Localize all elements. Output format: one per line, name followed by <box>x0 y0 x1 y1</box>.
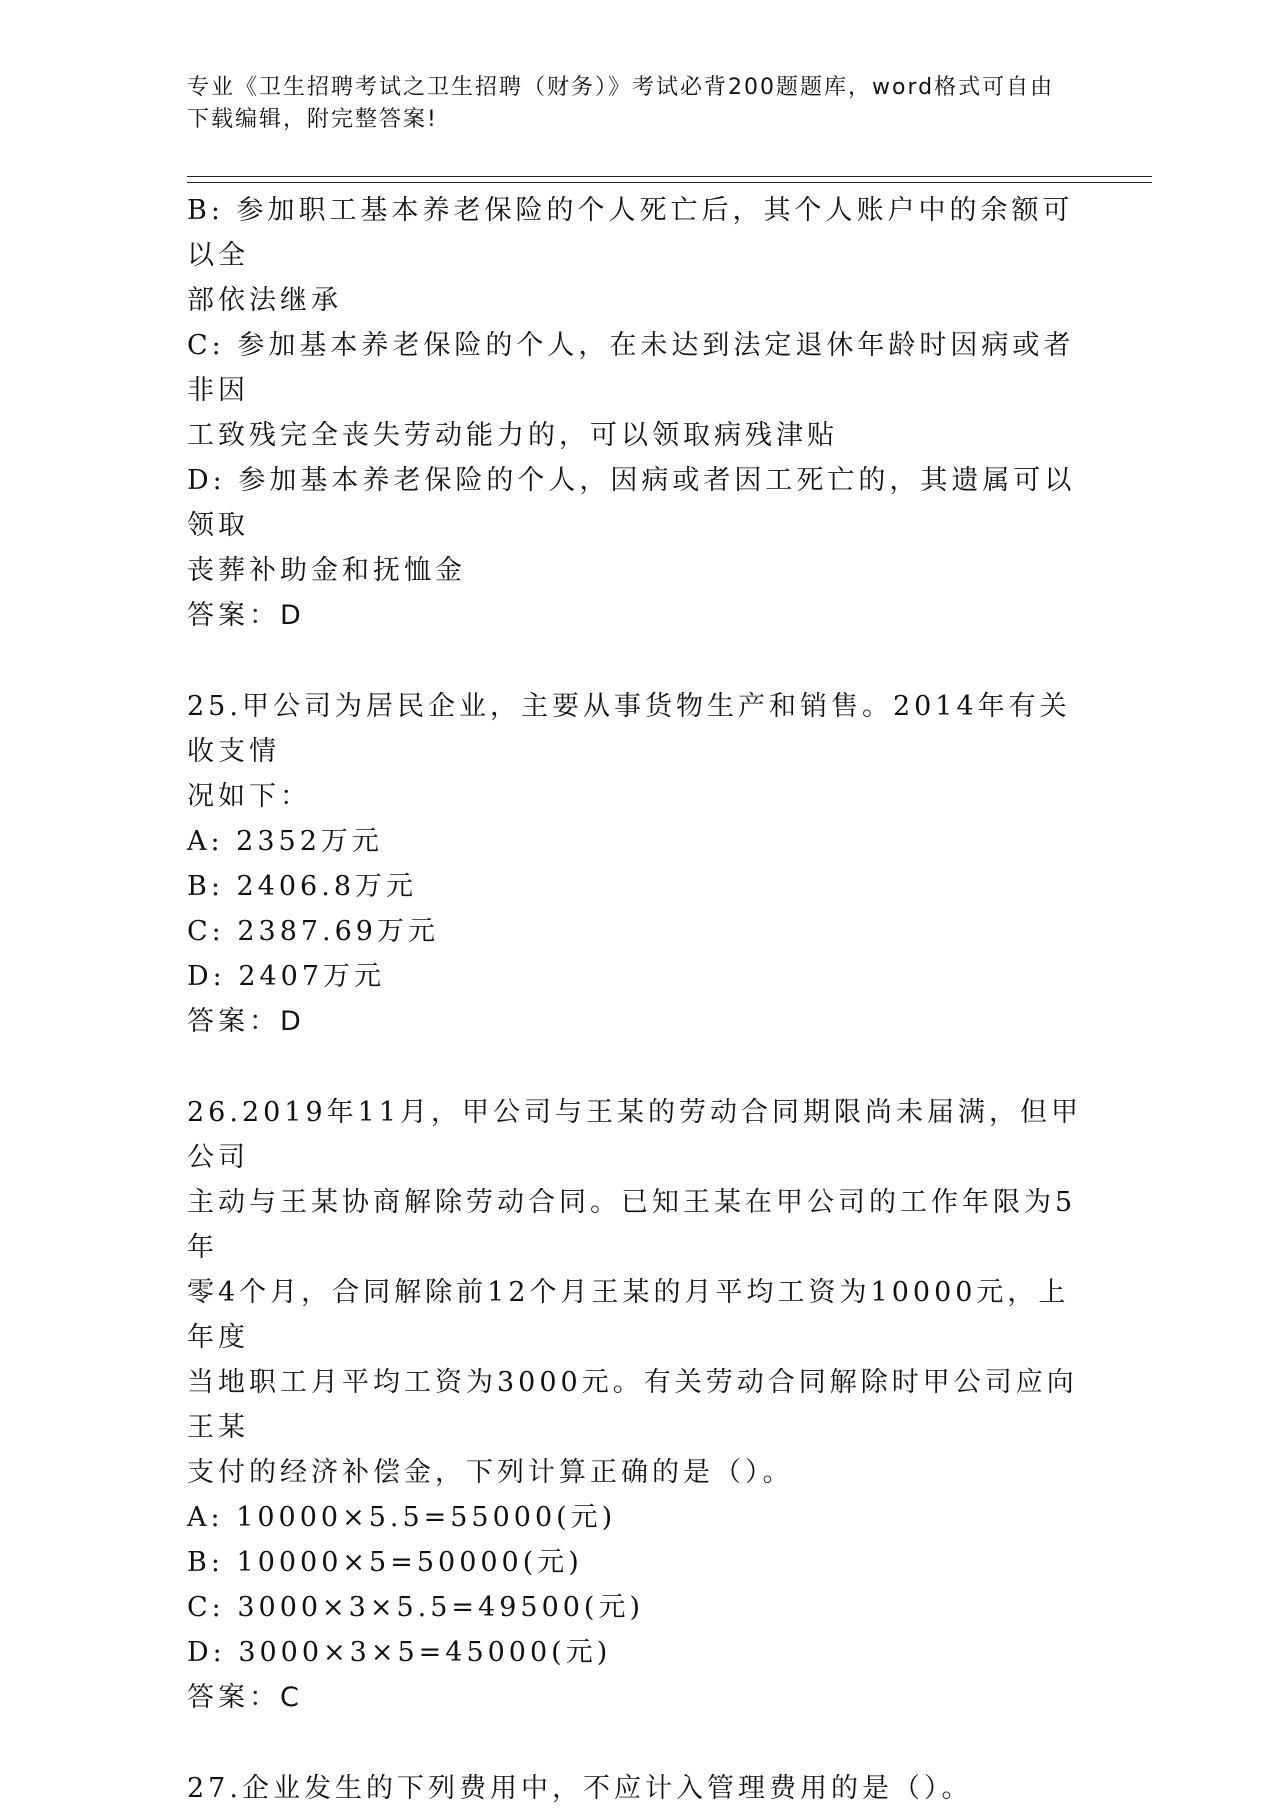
q24-option-b-line2: 部依法继承 <box>187 285 342 316</box>
question-27-block <box>187 1766 1087 1811</box>
q25-stem-line2: 况如下： <box>187 781 311 812</box>
q25-answer: 答案：D <box>187 1006 305 1037</box>
document-header-title: 专业《卫生招聘考试之卫生招聘（财务）》考试必背200题题库，word格式可自由下载编辑，附完整答案! <box>187 75 1055 132</box>
q25-option-b: B: 2406.8万元 <box>187 871 417 902</box>
q26-stem-line2: 主动与王某协商解除劳动合同。已知王某在甲公司的工作年限为5年 <box>187 1187 1077 1263</box>
q25-option-c: C: 2387.69万元 <box>187 916 439 947</box>
q26-option-d: D: 3000×3×5=45000(元) <box>187 1637 612 1668</box>
q25-option-d: D: 2407万元 <box>187 961 386 992</box>
header-divider-top <box>187 176 1152 177</box>
q26-stem-line3: 零4个月，合同解除前12个月王某的月平均工资为10000元，上年度 <box>187 1277 1070 1353</box>
document-body <box>187 188 1087 1811</box>
q25-option-a: A: 2352万元 <box>187 826 383 857</box>
spacer <box>187 1720 1087 1766</box>
question-26-block <box>187 1090 1087 1720</box>
question-24-block <box>187 188 1087 638</box>
q24-option-b-line1: B: 参加职工基本养老保险的个人死亡后，其个人账户中的余额可以全 <box>187 195 1074 271</box>
q24-option-d-line1: D: 参加基本养老保险的个人，因病或者因工死亡的，其遗属可以领取 <box>187 465 1076 541</box>
q26-stem-line5: 支付的经济补偿金，下列计算正确的是（）。 <box>187 1457 794 1488</box>
q24-option-d-line2: 丧葬补助金和抚恤金 <box>187 555 466 586</box>
question-25-block <box>187 684 1087 1044</box>
q24-option-c-line2: 工致残完全丧失劳动能力的，可以领取病残津贴 <box>187 420 838 451</box>
q25-stem-line1: 25.甲公司为居民企业，主要从事货物生产和销售。2014年有关收支情 <box>187 691 1071 767</box>
q27-stem-line1: 27.企业发生的下列费用中，不应计入管理费用的是（）。 <box>187 1773 973 1804</box>
q26-stem-line1: 26.2019年11月，甲公司与王某的劳动合同期限尚未届满，但甲公司 <box>187 1097 1083 1173</box>
q26-option-c: C: 3000×3×5.5=49500(元) <box>187 1592 644 1623</box>
header-divider-bottom <box>187 182 1152 183</box>
q26-stem-line4: 当地职工月平均工资为3000元。有关劳动合同解除时甲公司应向王某 <box>187 1367 1078 1443</box>
q24-option-c-line1: C: 参加基本养老保险的个人，在未达到法定退休年龄时因病或者非因 <box>187 330 1075 406</box>
q26-answer: 答案：C <box>187 1682 303 1713</box>
q26-option-a: A: 10000×5.5=55000(元) <box>187 1502 617 1533</box>
spacer <box>187 638 1087 684</box>
q24-answer: 答案：D <box>187 600 305 631</box>
spacer <box>187 1044 1087 1090</box>
q26-option-b: B: 10000×5=50000(元) <box>187 1547 583 1578</box>
